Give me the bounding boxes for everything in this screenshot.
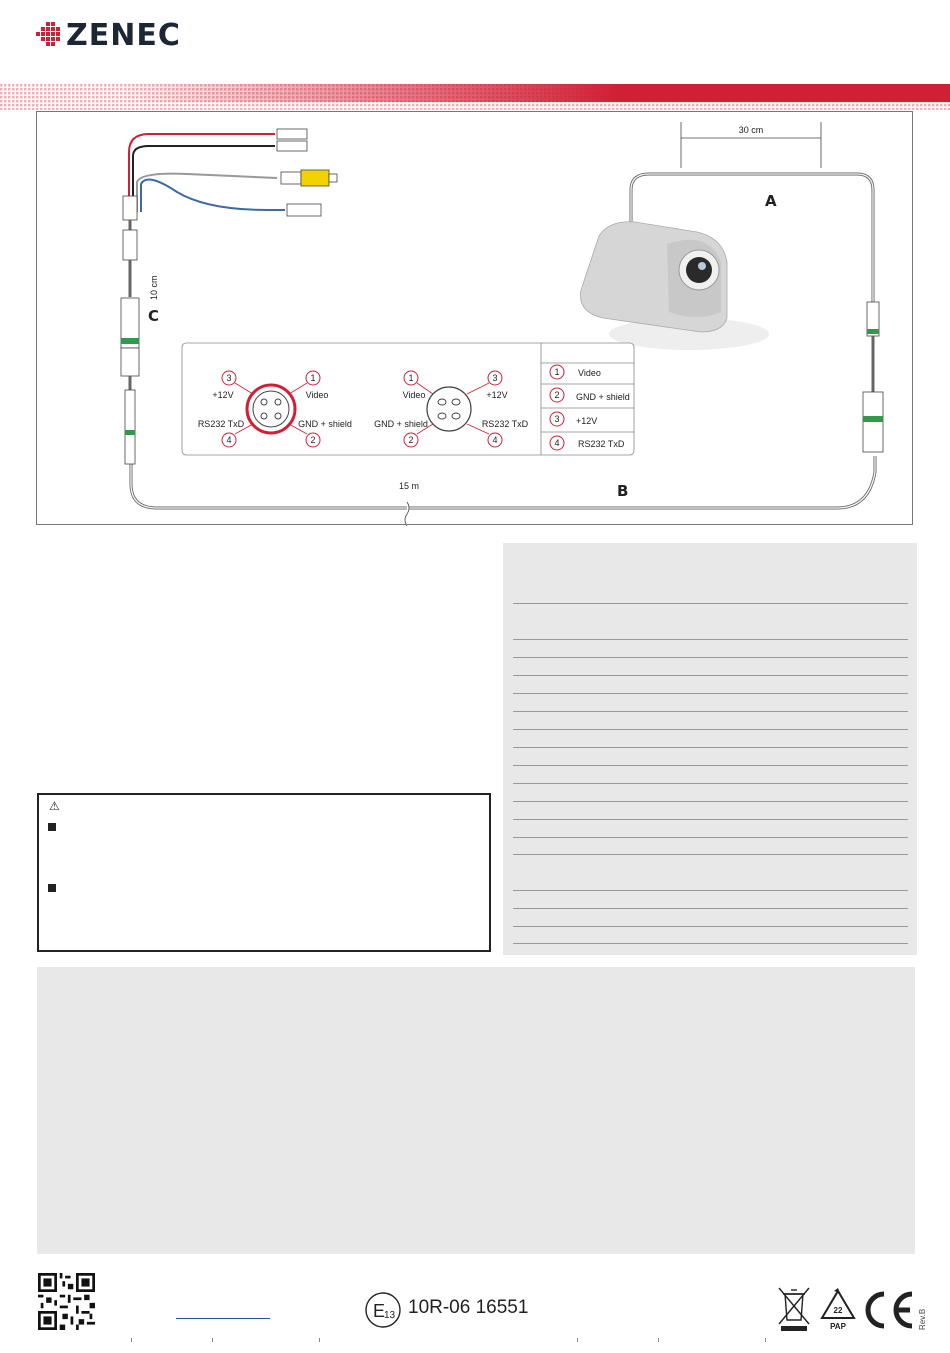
pin-table-num: 4 — [554, 438, 560, 448]
right-pin-label: GND + shield — [374, 419, 428, 429]
right-pin-num: 4 — [492, 435, 498, 445]
right-pin-label: +12V — [486, 390, 508, 400]
spec-divider — [513, 603, 908, 604]
e-mark-icon — [364, 1292, 404, 1328]
right-pin-num: 1 — [408, 373, 414, 383]
spec-divider — [513, 711, 908, 712]
dim-left-label: 10 cm — [149, 275, 159, 300]
cable-b — [131, 456, 875, 508]
spec-divider — [513, 693, 908, 694]
right-pin-label: RS232 TxD — [481, 419, 529, 429]
pin-table-label: +12V — [576, 416, 598, 426]
brand-name: ZENEC — [66, 18, 181, 53]
web-link[interactable] — [176, 1318, 270, 1319]
spec-divider — [513, 837, 908, 838]
spec-divider — [513, 890, 908, 891]
right-pin-label: Video — [402, 390, 426, 400]
dim-top-label: 30 cm — [738, 125, 764, 135]
approval-number: 10R-06 16551 — [408, 1297, 529, 1318]
pin-table-num: 1 — [554, 367, 560, 377]
spec-divider — [513, 747, 908, 748]
svg-text:13: 13 — [384, 1310, 396, 1321]
spec-divider — [513, 854, 908, 855]
logo-mark-icon — [36, 22, 64, 48]
bullet-icon — [48, 884, 56, 892]
svg-text:E: E — [373, 1301, 386, 1321]
spec-divider — [513, 729, 908, 730]
plug-connectors — [277, 129, 337, 216]
weee-bin-icon — [777, 1286, 811, 1332]
left-pin-label: GND + shield — [298, 419, 352, 429]
left-pin-num: 4 — [226, 435, 232, 445]
cable-c — [121, 196, 139, 464]
warning-triangle-icon: ⚠ — [49, 799, 60, 813]
pin-table-num: 2 — [554, 390, 560, 400]
spec-divider — [513, 943, 908, 944]
pinout-panel — [182, 343, 634, 455]
header-banner — [0, 84, 950, 110]
spec-divider — [513, 657, 908, 658]
spec-divider — [513, 926, 908, 927]
spec-divider — [513, 801, 908, 802]
brand-logo — [36, 18, 226, 53]
camera-image — [580, 222, 769, 350]
pin-table-num: 3 — [554, 414, 560, 424]
right-pin-num: 3 — [492, 373, 498, 383]
pin-table-label: GND + shield — [576, 392, 630, 402]
revision-label: Rev.B — [918, 1308, 927, 1330]
warning-box — [37, 793, 491, 952]
spec-divider — [513, 675, 908, 676]
spec-panel — [503, 543, 917, 955]
left-pin-num: 1 — [310, 373, 316, 383]
qr-code-icon — [38, 1273, 95, 1330]
recycle-paper-icon — [819, 1288, 857, 1332]
ce-mark-icon — [860, 1290, 916, 1330]
spec-divider — [513, 819, 908, 820]
footer-tick — [131, 1338, 132, 1342]
footer-tick — [658, 1338, 659, 1342]
left-pin-label: +12V — [212, 390, 234, 400]
left-pin-num: 2 — [310, 435, 316, 445]
camera-connector — [863, 302, 883, 452]
label-b: B — [617, 482, 629, 500]
spec-divider — [513, 639, 908, 640]
left-pin-label: RS232 TxD — [197, 419, 245, 429]
spec-divider — [513, 783, 908, 784]
spec-divider — [513, 908, 908, 909]
footer-tick — [765, 1338, 766, 1342]
spec-divider — [513, 765, 908, 766]
info-panel — [37, 967, 915, 1254]
footer-tick — [212, 1338, 213, 1342]
footer-tick — [319, 1338, 320, 1342]
footer-tick — [577, 1338, 578, 1342]
recycle-material: PAP — [830, 1322, 846, 1331]
dim-bottom-label: 15 m — [398, 481, 420, 491]
wiring-diagram — [36, 111, 913, 525]
bullet-icon — [48, 823, 56, 831]
left-pin-label: Video — [305, 390, 329, 400]
label-a: A — [765, 192, 777, 210]
pin-table-label: RS232 TxD — [578, 439, 625, 449]
wire-harness — [129, 134, 285, 212]
pin-table-label: Video — [578, 368, 601, 378]
approval-mark — [364, 1292, 544, 1328]
right-pin-num: 2 — [408, 435, 414, 445]
left-pin-num: 3 — [226, 373, 232, 383]
recycle-code: 22 — [833, 1306, 843, 1315]
label-c: C — [148, 307, 160, 325]
